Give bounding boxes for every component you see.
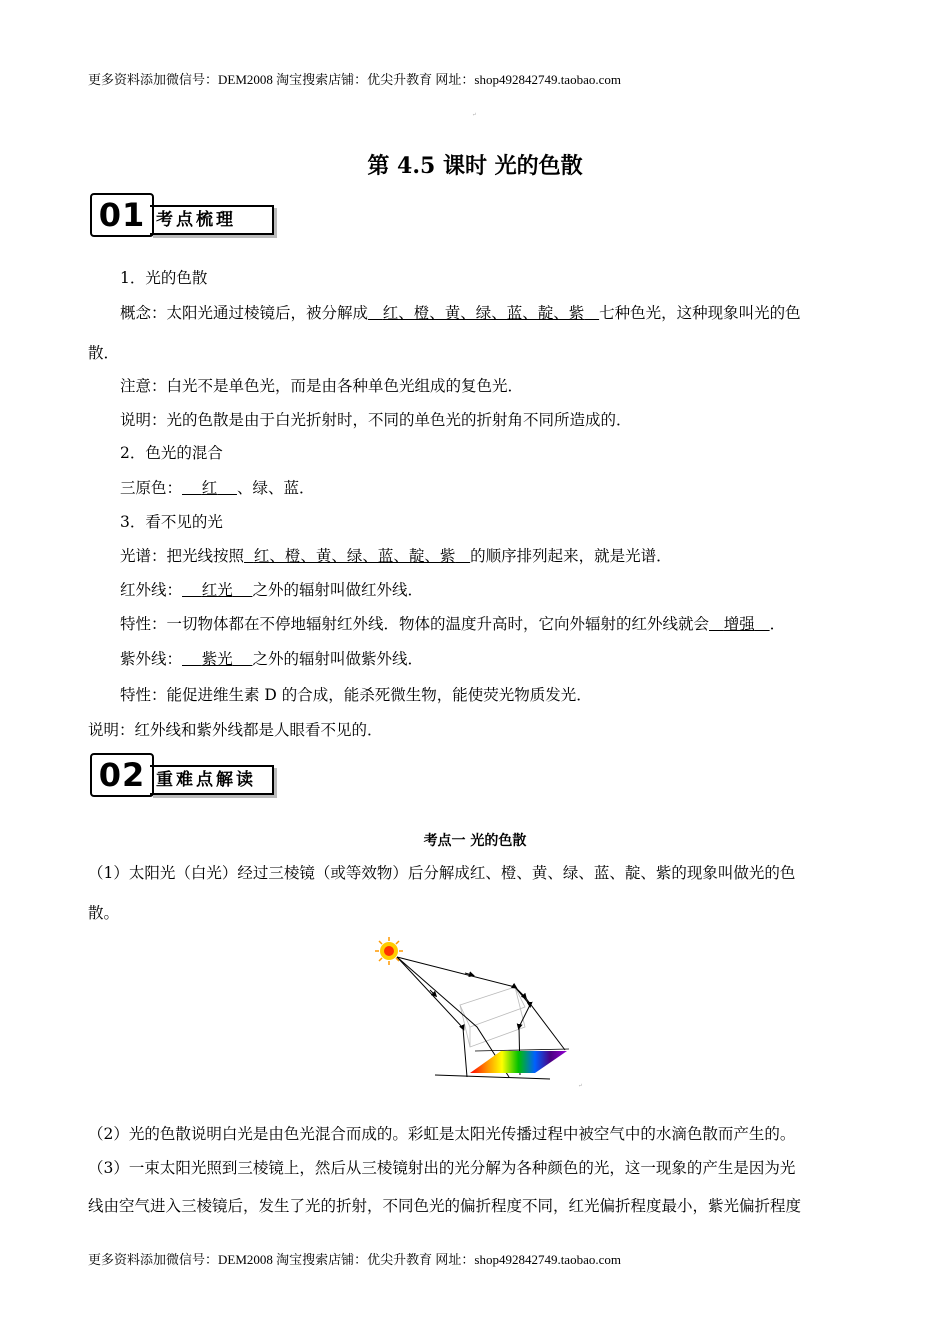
- blank-answer: 增强: [723, 615, 755, 633]
- rainbow-spectrum: [435, 1049, 569, 1079]
- concept-line: 概念：太阳光通过棱镜后，被分解成 红、橙、黄、绿、蓝、靛、紫 七种色光，这种现象叫光的色: [120, 304, 801, 322]
- paragraph-1: （1）太阳光（白光）经过三棱镜（或等效物）后分解成红、橙、黄、绿、蓝、靛、紫的现象叫做光的色: [88, 864, 796, 882]
- primary-colors-line: 三原色： 红 、绿、蓝．: [120, 479, 315, 497]
- invisible-note-line: 说明：红外线和紫外线都是人眼看不见的．: [88, 721, 383, 739]
- explain-line: 说明：光的色散是由于白光折射时，不同的单色光的折射角不同所造成的．: [120, 411, 632, 429]
- paragraph-mark: ↵: [578, 1083, 583, 1089]
- heading-dispersion: 1．光的色散: [120, 269, 208, 287]
- section-label: 重难点解读: [150, 765, 274, 795]
- blank-answer: 紫光: [201, 650, 233, 668]
- section-number: 01: [90, 193, 154, 237]
- spectrum-line: 光谱：把光线按照 红、橙、黄、绿、蓝、靛、紫 的顺序排列起来，就是光谱．: [120, 547, 672, 565]
- blank-answer: 红: [201, 479, 218, 497]
- blank-answer: 红、橙、黄、绿、蓝、靛、紫: [382, 304, 585, 322]
- prism-dispersion-diagram: [375, 935, 585, 1095]
- section-number: 02: [90, 753, 154, 797]
- note-line: 注意：白光不是单色光，而是由各种单色光组成的复色光．: [120, 377, 524, 395]
- concept-line-cont: 散．: [88, 344, 120, 362]
- paragraph-3: （3）一束太阳光照到三棱镜上，然后从三棱镜射出的光分解为各种颜色的光，这一现象的产生是因为光: [88, 1159, 796, 1177]
- page-footer-ad: 更多资料添加微信号：DEM2008 淘宝搜索店铺：优尖升教育 网址：shop492842749.taobao.com: [88, 1252, 621, 1267]
- ultraviolet-property-line: 特性：能促进维生素 D 的合成，能杀死微生物，能使荧光物质发光．: [120, 686, 592, 704]
- glass-prism: [460, 987, 525, 1047]
- heading-mixing: 2．色光的混合: [120, 444, 223, 462]
- topic-heading: 考点一 光的色散: [423, 833, 527, 849]
- section-label: 考点梳理: [150, 205, 274, 235]
- paragraph-mark: ↵: [472, 112, 477, 118]
- infrared-line: 红外线： 红光 之外的辐射叫做红外线．: [120, 581, 423, 599]
- blank-answer: 红光: [201, 581, 233, 599]
- page-header-ad: 更多资料添加微信号：DEM2008 淘宝搜索店铺：优尖升教育 网址：shop492842749.taobao.com: [88, 72, 621, 87]
- heading-invisible: 3．看不见的光: [120, 513, 223, 531]
- paragraph-3-cont: 线由空气进入三棱镜后，发生了光的折射，不同色光的偏折程度不同，红光偏折程度最小，紫光偏折程度: [88, 1197, 802, 1215]
- sun-icon: [375, 937, 403, 965]
- paragraph-2: （2）光的色散说明白光是由色光混合而成的。彩虹是太阳光传播过程中被空气中的水滴色散而产生的。: [88, 1125, 796, 1143]
- paragraph-1-cont: 散。: [88, 904, 120, 922]
- infrared-property-line: 特性：一切物体都在不停地辐射红外线．物体的温度升高时，它向外辐射的红外线就会 增强 ．: [120, 615, 786, 633]
- page-title: 第 4.5 课时 光的色散: [367, 153, 583, 179]
- blank-answer: 红、橙、黄、绿、蓝、靛、紫: [253, 547, 456, 565]
- ultraviolet-line: 紫外线： 紫光 之外的辐射叫做紫外线．: [120, 650, 423, 668]
